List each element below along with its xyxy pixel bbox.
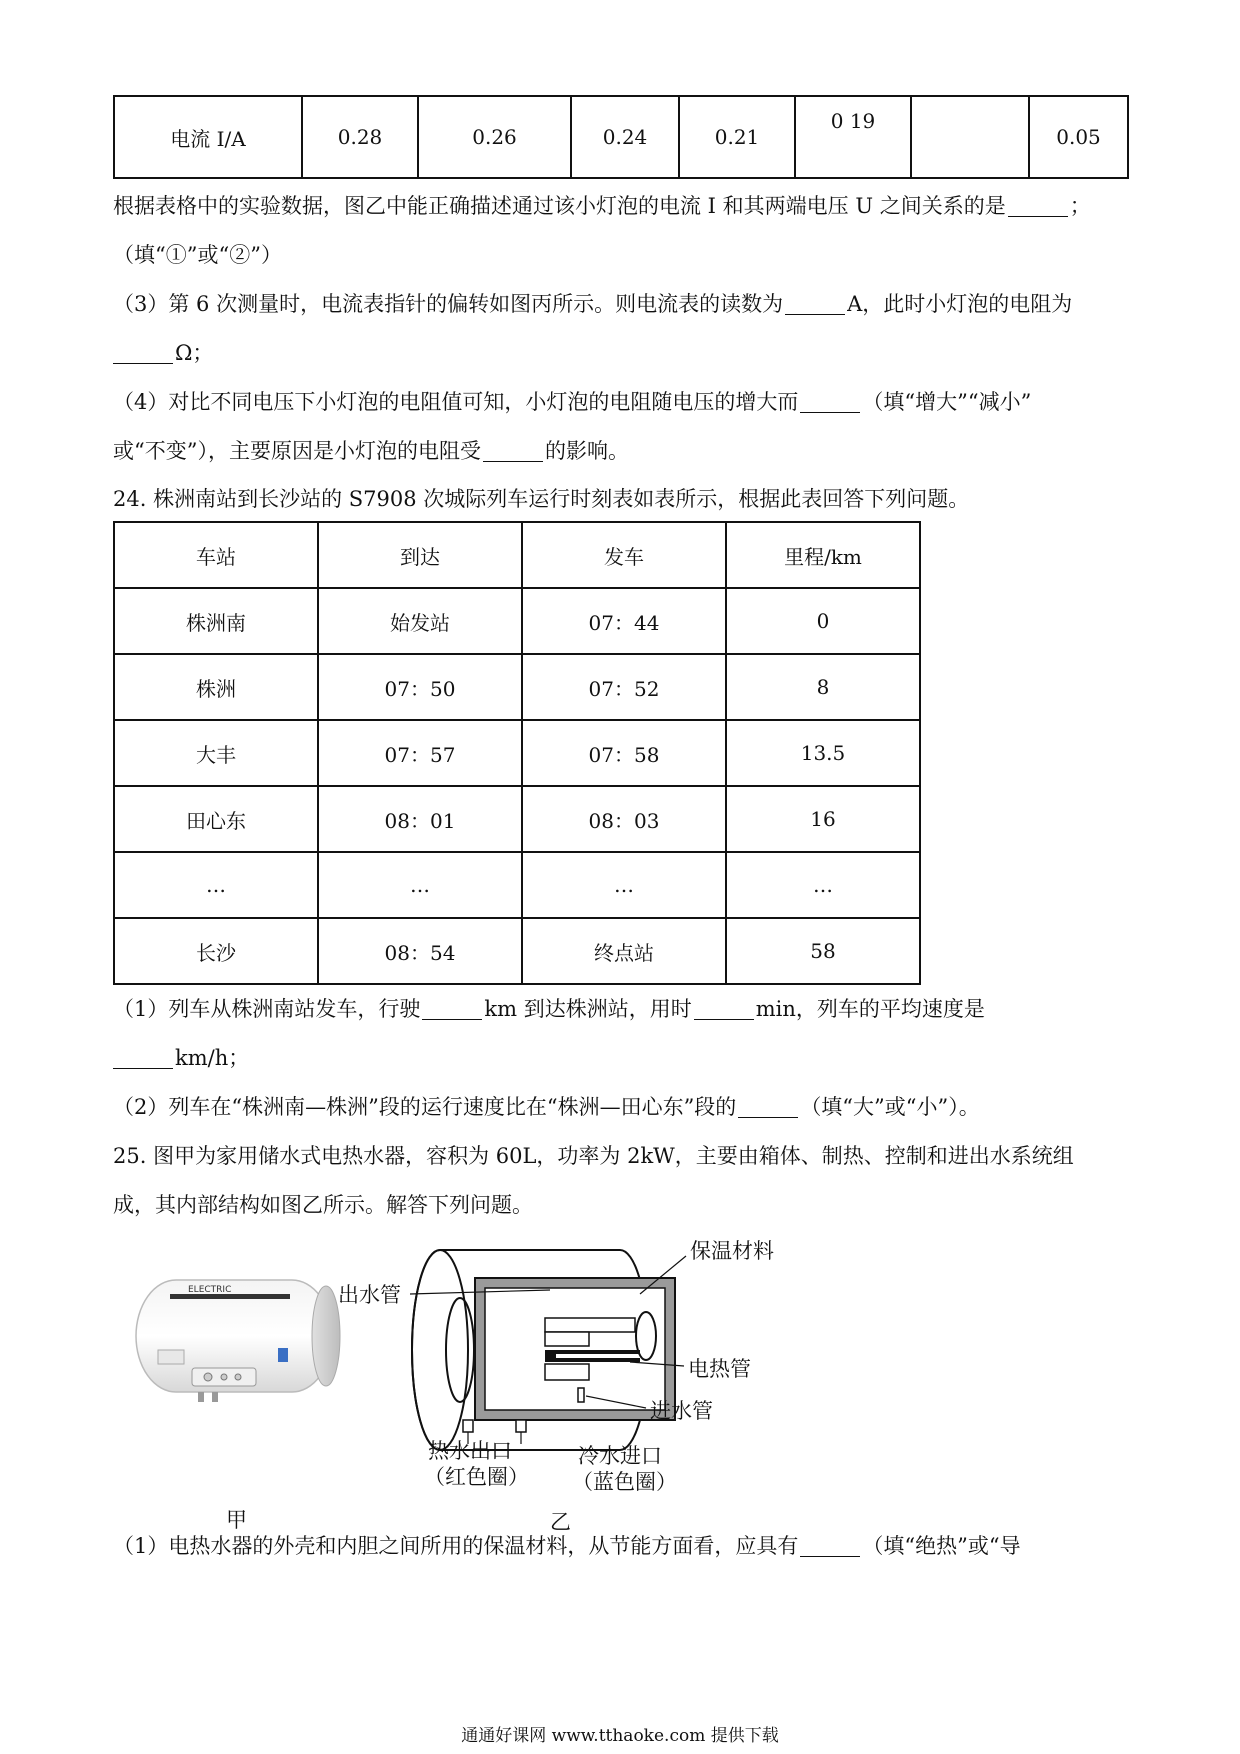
label-inlet-pipe: 进水管 (650, 1399, 713, 1423)
current-table (113, 95, 1129, 179)
timetable-cell: 8 (726, 654, 920, 720)
heating-tube-base (545, 1364, 589, 1380)
timetable-cell: 始发站 (318, 588, 522, 654)
answer-blank[interactable] (422, 997, 482, 1020)
timetable-cell: 07：58 (522, 720, 726, 786)
water-heater-illustration (130, 1270, 350, 1410)
q25-intro-line2: 成，其内部结构如图乙所示。解答下列问题。 (113, 1193, 533, 1217)
timetable-cell: 13.5 (726, 720, 920, 786)
answer-blank[interactable] (738, 1095, 798, 1118)
heater-knob-icon (204, 1373, 212, 1381)
current-value-cell (911, 96, 1029, 178)
current-value-cell: 0.05 (1029, 96, 1128, 178)
timetable-cell: 07：52 (522, 654, 726, 720)
label-insulation: 保温材料 (690, 1239, 774, 1263)
inlet-pipe (578, 1388, 584, 1402)
heater-pipe-icon (212, 1392, 218, 1402)
timetable-cell: 08：03 (522, 786, 726, 852)
answer-blank[interactable] (694, 997, 754, 1020)
label-cold-inlet: 冷水进口 (578, 1444, 662, 1468)
current-value-cell: 0.21 (679, 96, 795, 178)
q24-part2: （2）列车在“株洲南—株洲”段的运行速度比在“株洲—田心东”段的 （填“大”或“小”）。 (113, 1095, 980, 1119)
answer-blank[interactable] (113, 1046, 173, 1069)
cold-inlet-connector (516, 1420, 526, 1432)
timetable-header: 里程/km (726, 522, 920, 588)
heater-pipe-icon (198, 1392, 204, 1402)
timetable-cell: 08：54 (318, 918, 522, 984)
timetable-cell: 终点站 (522, 918, 726, 984)
q25-intro-line1: 25. 图甲为家用储水式电热水器，容积为 60L，功率为 2kW，主要由箱体、制热、控制和进出水系统组 (113, 1144, 1074, 1168)
timetable-cell: 长沙 (114, 918, 318, 984)
label-cold-inlet-note: （蓝色圈） (572, 1470, 677, 1494)
heater-energy-label (278, 1348, 288, 1362)
timetable-header: 发车 (522, 522, 726, 588)
label-heating-tube: 电热管 (688, 1357, 751, 1381)
current-label-cell: 电流 I/A (114, 96, 302, 178)
figure-label-b: 乙 (550, 1510, 571, 1534)
answer-blank[interactable] (483, 439, 543, 462)
hot-outlet-connector (463, 1420, 473, 1432)
q23-part3-cont: Ω； (113, 338, 213, 368)
label-outlet-pipe: 出水管 (338, 1283, 401, 1307)
answer-blank[interactable] (1008, 194, 1068, 217)
q24-intro: 24. 株洲南站到长沙站的 S7908 次城际列车运行时刻表如表所示，根据此表回答下列问题。 (113, 487, 970, 511)
outlet-pipe-inner (545, 1332, 589, 1346)
timetable-cell: 07：44 (522, 588, 726, 654)
timetable-cell: 0 (726, 588, 920, 654)
timetable-cell: 大丰 (114, 720, 318, 786)
timetable-cell: 07：50 (318, 654, 522, 720)
q23-part3: （3）第 6 次测量时，电流表指针的偏转如图丙所示。则电流表的读数为 A，此时小灯泡的电阻为 (113, 292, 1073, 316)
heater-brand: ELECTRIC (188, 1285, 232, 1295)
timetable-cell: … (726, 852, 920, 918)
timetable-cell: 株洲南 (114, 588, 318, 654)
label-hot-outlet: 热水出口 (428, 1439, 512, 1463)
timetable-cell: … (318, 852, 522, 918)
answer-blank[interactable] (113, 341, 173, 364)
q24-part1-cont: km/h； (113, 1043, 249, 1073)
q23-part4: （4）对比不同电压下小灯泡的电阻值可知，小灯泡的电阻随电压的增大而 （填“增大”“减小” (113, 390, 1032, 414)
timetable-cell: 株洲 (114, 654, 318, 720)
timetable-cell: … (114, 852, 318, 918)
current-value-cell: 0.26 (418, 96, 571, 178)
answer-blank[interactable] (785, 292, 845, 315)
answer-blank[interactable] (800, 390, 860, 413)
timetable-cell: 16 (726, 786, 920, 852)
label-hot-outlet-note: （红色圈） (424, 1465, 529, 1489)
q24-part1: （1）列车从株洲南站发车，行驶 km 到达株洲站，用时 min，列车的平均速度是 (113, 997, 985, 1021)
timetable-cell: … (522, 852, 726, 918)
timetable-header: 车站 (114, 522, 318, 588)
q23-part4-cont: 或“不变”），主要原因是小灯泡的电阻受 的影响。 (113, 439, 629, 463)
current-value-cell: 0.24 (571, 96, 679, 178)
heater-knob-icon (221, 1374, 227, 1380)
current-value-cell: 0 19 (795, 96, 911, 178)
left-inner-ellipse (446, 1298, 474, 1402)
heater-knob-icon (235, 1374, 241, 1380)
answer-blank[interactable] (800, 1534, 860, 1557)
left-end-ellipse (412, 1250, 468, 1450)
heater-label-sticker (158, 1350, 184, 1364)
figure-label-a: 甲 (226, 1508, 247, 1532)
timetable-cell: 07：57 (318, 720, 522, 786)
q23-line1: 根据表格中的实验数据，图乙中能正确描述通过该小灯泡的电流 I 和其两端电压 U 之间关系的是 ； (113, 194, 1091, 218)
outlet-pipe (545, 1318, 635, 1332)
timetable-header: 到达 (318, 522, 522, 588)
timetable (113, 521, 921, 985)
current-value-cell: 0.28 (302, 96, 418, 178)
page-footer: 通通好课网 www.tthaoke.com 提供下载 (461, 1726, 779, 1746)
timetable-cell: 58 (726, 918, 920, 984)
timetable-cell: 08：01 (318, 786, 522, 852)
q23-line2: （填“①”或“②”） (113, 243, 282, 267)
q25-part1: （1）电热水器的外壳和内胆之间所用的保温材料，从节能方面看，应具有 （填“绝热”或“导 (113, 1534, 1021, 1558)
timetable-cell: 田心东 (114, 786, 318, 852)
